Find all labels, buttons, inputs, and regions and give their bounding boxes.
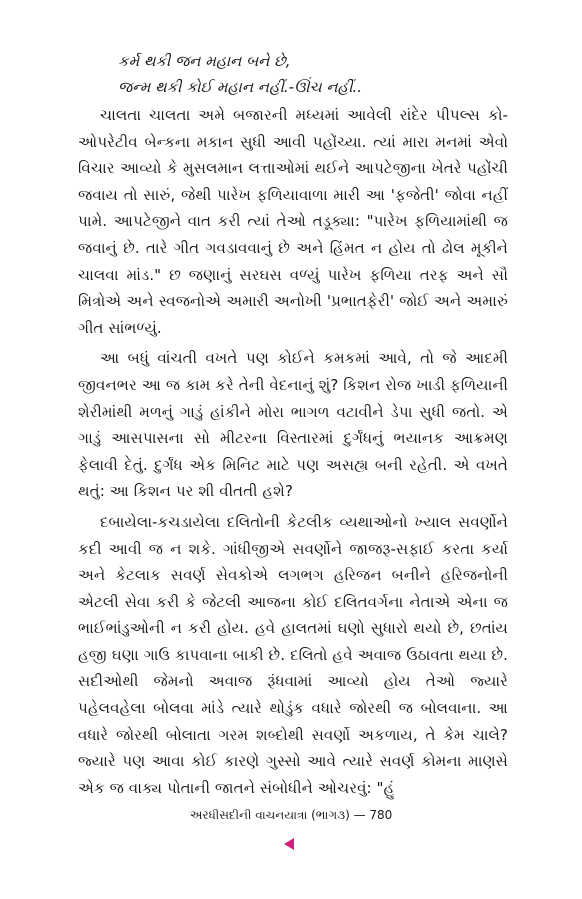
page-body [78,48,508,801]
page-footer: અરધીસદીની વાચનયાત્રા (ભાગ૩) — 780 [189,808,393,822]
previous-page-arrow-icon[interactable] [284,838,294,850]
epigraph-line: કર્મ થકી જન મહાન બને છે, [118,52,291,70]
epigraph [118,48,508,100]
epigraph-line: જન્મ થકી કોઈ મહાન નહીં.-ઊંચ નહીં.. [118,78,363,96]
paragraph: દબાયેલા-કચડાયેલા દલિતોની કેટલીક વ્યથાઓનો ખ્યાલ સવર્ણોને કદી આવી જ ન શકે. ગાંધીજીએ સવર્ણોને જાજરૂ-સફાઈ કરતા કર્યા અને કેટલાક સવર્ણ સેવકોએ લગભગ હરિજન બનીને હરિજનોની એટલી સેવા કરી કે જેટલી આજના કોઈ દલિતવર્ગના નેતાએ એના જ ભાઈભાંડુઓની ન કરી હોય. હવે હાલતમાં ઘણો સુધારો થયો છે, છતાંય હજી ઘણા ગાઉ કાપવાના બાકી છે. દલિતો હવે અવાજ ઉઠાવતા થયા છે. સદીઓથી જેમનો અવાજ રૂંધવામાં આવ્યો હોય તેઓ જ્યારે પહેલવહેલા બોલવા માંડે ત્યારે થોડુંક વધારે જોરથી જ બોલવાના. આ વધારે જોરથી બોલાતા ગરમ શબ્દોથી સવર્ણો અકળાય, તે કેમ ચાલે? જ્યારે પણ આવા કોઈ કારણે ગુસ્સો આવે ત્યારે સવર્ણ કોમના માણસે એક જ વાક્ય પોતાની જાતને સંબોધીને ઓચરવું: "હું [78,512,508,797]
paragraph: ચાલતા ચાલતા અમે બજારની મધ્યમાં આવેલી રાંદેર પીપલ્સ કો-ઓપરેટીવ બેન્કના મકાન સુધી આવી પહોંચ્યા. ત્યાં મારા મનમાં એવો વિચાર આવ્યો કે મુસલમાન લત્તાઓમાં થઈને આપટેજીના ખેતરે પહોંચી જવાય તો સારું, જેથી પારેખ ફળિયાવાળા મારી આ 'ફજેતી' જોવા નહીં પામે. આપટેજીને વાત કરી ત્યાં તેઓ તડૂક્યા: "પારેખ ફળિયામાંથી જ જવાનું છે. તારે ગીત ગવડાવવાનું છે અને હિંમત ન હોય તો ઢોલ મૂકીને ચાલવા માંડ." છ જણાનું સરઘસ વળ્યું પારેખ ફળિયા તરફ અને સૌ મિત્રોએ અને સ્વજનોએ અમારી અનોખી 'પ્રભાતફેરી' જોઈ અને અમારું ગીત સાંભળ્યું. [78,106,508,337]
paragraph: આ બધું વાંચતી વખતે પણ કોઈને કમકમાં આવે, તો જે આદમી જીવનભર આ જ કામ કરે તેની વેદનાનું શું? કિશન રોજ ખાડી ફળિયાની શેરીમાંથી મળનું ગાડું હાંકીને મોરા ભાગળ વટાવીને ડેપા સુધી જતો. એ ગાડું આસપાસના સો મીટરના વિસ્તારમાં દુર્ગંધનું ભયાનક આક્રમણ ફેલાવી દેતું. દુર્ગંધ એક મિનિટ માટે પણ અસહ્ય બની રહેતી. એ વખતે થતું: આ કિશન પર શી વીતતી હશે? [78,349,508,501]
